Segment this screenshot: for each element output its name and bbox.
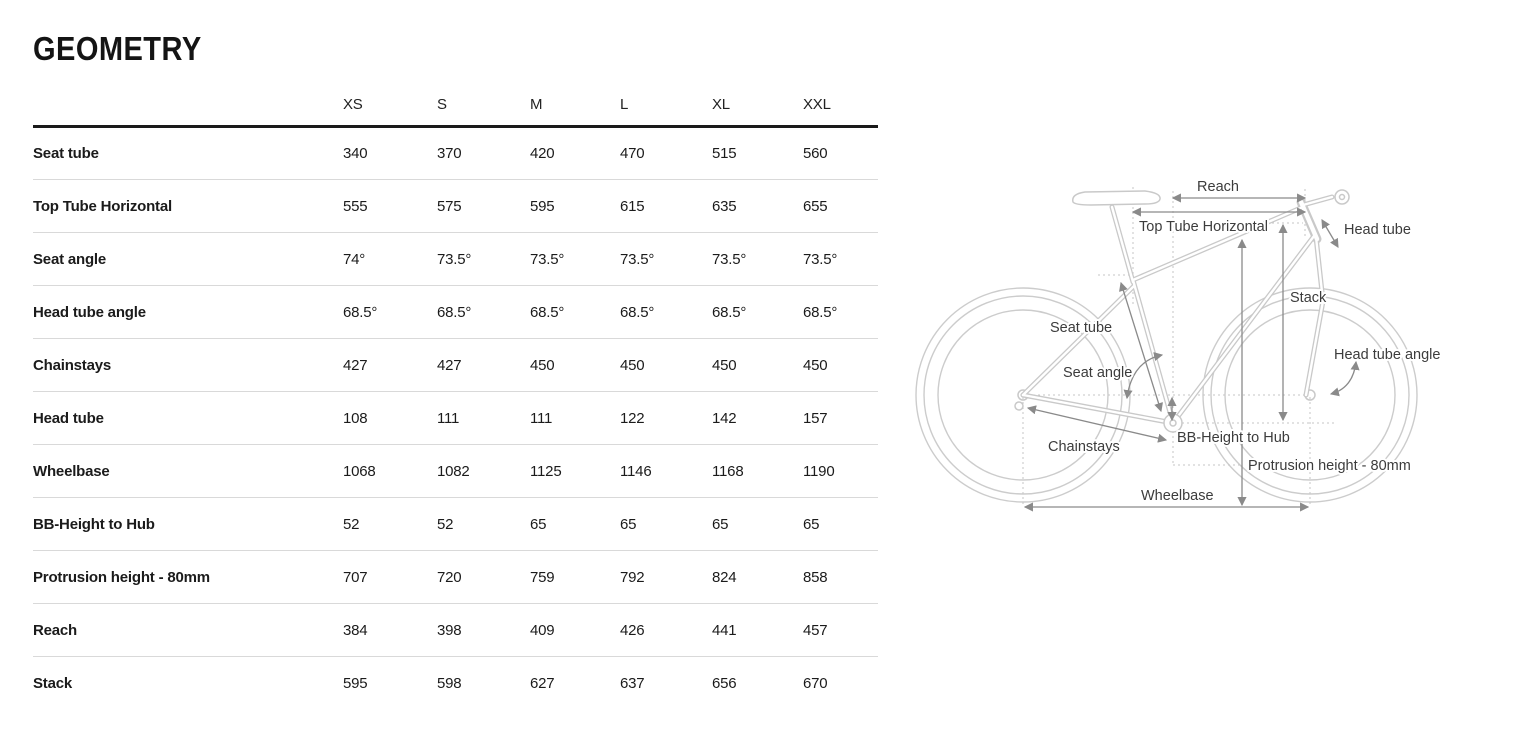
cell: 635 bbox=[712, 180, 803, 233]
protrusion-height-label: Protrusion height - 80mm bbox=[1248, 458, 1411, 474]
row-label: Protrusion height - 80mm bbox=[33, 551, 343, 604]
cell: 157 bbox=[803, 392, 878, 445]
size-header-s: S bbox=[437, 84, 530, 127]
cell: 68.5° bbox=[803, 286, 878, 339]
bb-height-to-hub-label: BB-Height to Hub bbox=[1177, 430, 1290, 446]
head-tube-label: Head tube bbox=[1344, 222, 1411, 238]
head-tube-angle-arc bbox=[1331, 362, 1356, 394]
row-label: Top Tube Horizontal bbox=[33, 180, 343, 233]
cell: 858 bbox=[803, 551, 878, 604]
size-header-row bbox=[33, 84, 878, 127]
cell: 555 bbox=[343, 180, 437, 233]
table-row-wheelbase bbox=[33, 445, 878, 498]
cell: 111 bbox=[437, 392, 530, 445]
table-row-head-tube-angle bbox=[33, 286, 878, 339]
cell: 427 bbox=[343, 339, 437, 392]
size-header-m: M bbox=[530, 84, 620, 127]
row-label: Stack bbox=[33, 674, 73, 692]
cell: 595 bbox=[343, 674, 368, 692]
cell: 1190 bbox=[803, 445, 878, 498]
cell: 656 bbox=[712, 674, 737, 692]
cell: 370 bbox=[437, 127, 530, 180]
table-row-protrusion-height bbox=[33, 551, 878, 604]
cell: 420 bbox=[530, 127, 620, 180]
cell: 792 bbox=[620, 551, 712, 604]
cell: 68.5° bbox=[712, 286, 803, 339]
seat-angle-label: Seat angle bbox=[1063, 365, 1133, 381]
cell: 398 bbox=[437, 604, 530, 657]
chainstays-label: Chainstays bbox=[1048, 439, 1120, 455]
row-label: Wheelbase bbox=[33, 445, 343, 498]
table-row-reach bbox=[33, 604, 878, 657]
size-header-xs: XS bbox=[343, 84, 437, 127]
cell: 450 bbox=[803, 339, 878, 392]
corner-cell bbox=[33, 84, 343, 127]
table-row-seat-angle bbox=[33, 233, 878, 286]
cell: 824 bbox=[712, 551, 803, 604]
cell: 450 bbox=[712, 339, 803, 392]
rear-derailleur bbox=[1015, 402, 1023, 410]
cell: 73.5° bbox=[530, 233, 620, 286]
table-row-head-tube bbox=[33, 392, 878, 445]
cell: 655 bbox=[803, 180, 878, 233]
saddle bbox=[1073, 191, 1160, 205]
cell: 122 bbox=[620, 392, 712, 445]
cell: 52 bbox=[343, 498, 437, 551]
cell: 427 bbox=[437, 339, 530, 392]
cell: 426 bbox=[620, 604, 712, 657]
chainstays-arrow bbox=[1028, 408, 1166, 440]
cell: 65 bbox=[712, 498, 803, 551]
row-label: Head tube bbox=[33, 392, 343, 445]
cell: 1146 bbox=[620, 445, 712, 498]
head-tube-arrow bbox=[1322, 220, 1338, 247]
geometry-table bbox=[33, 84, 878, 710]
cell: 142 bbox=[712, 392, 803, 445]
cell: 340 bbox=[343, 127, 437, 180]
size-header-xxl: XXL bbox=[803, 84, 878, 127]
row-label: BB-Height to Hub bbox=[33, 498, 343, 551]
cell: 615 bbox=[620, 180, 712, 233]
cell: 759 bbox=[530, 551, 620, 604]
cell: 111 bbox=[530, 392, 620, 445]
cell: 65 bbox=[530, 498, 620, 551]
cell: 68.5° bbox=[437, 286, 530, 339]
cell: 409 bbox=[530, 604, 620, 657]
cell: 1168 bbox=[712, 445, 803, 498]
cell: 65 bbox=[803, 498, 878, 551]
cell: 720 bbox=[437, 551, 530, 604]
cell: 384 bbox=[343, 604, 437, 657]
cell: 1082 bbox=[437, 445, 530, 498]
seat-tube-label: Seat tube bbox=[1050, 320, 1113, 336]
table-row-bb-height-to-hub bbox=[33, 498, 878, 551]
stack-label: Stack bbox=[1290, 290, 1327, 306]
cell: 450 bbox=[620, 339, 712, 392]
cell: 73.5° bbox=[437, 233, 530, 286]
head-tube-angle-label: Head tube angle bbox=[1334, 347, 1441, 363]
cell: 1068 bbox=[343, 445, 437, 498]
table-row-chainstays bbox=[33, 339, 878, 392]
cell: 470 bbox=[620, 127, 712, 180]
cell: 450 bbox=[530, 339, 620, 392]
row-label: Seat tube bbox=[33, 127, 343, 180]
cell: 74° bbox=[343, 233, 437, 286]
cell: 1125 bbox=[530, 445, 620, 498]
size-header-xl: XL bbox=[712, 84, 803, 127]
cell: 627 bbox=[530, 674, 555, 692]
cell: 560 bbox=[803, 127, 878, 180]
cell: 68.5° bbox=[343, 286, 437, 339]
cell: 65 bbox=[620, 498, 712, 551]
reach-label: Reach bbox=[1197, 179, 1239, 195]
cell: 575 bbox=[437, 180, 530, 233]
cell: 52 bbox=[437, 498, 530, 551]
cell: 68.5° bbox=[530, 286, 620, 339]
cell: 515 bbox=[712, 127, 803, 180]
table-row-seat-tube bbox=[33, 127, 878, 180]
table-row-top-tube-horizontal bbox=[33, 180, 878, 233]
bike-geometry-diagram bbox=[915, 145, 1539, 545]
cell: 73.5° bbox=[803, 233, 878, 286]
row-label: Seat angle bbox=[33, 233, 343, 286]
row-label: Head tube angle bbox=[33, 286, 343, 339]
cell: 595 bbox=[530, 180, 620, 233]
row-label: Chainstays bbox=[33, 339, 343, 392]
cell: 457 bbox=[803, 604, 878, 657]
cell: 598 bbox=[437, 674, 462, 692]
table-row-stack bbox=[33, 657, 878, 710]
size-header-l: L bbox=[620, 84, 712, 127]
cell: 670 bbox=[803, 674, 828, 692]
top-tube-horizontal-label: Top Tube Horizontal bbox=[1139, 219, 1268, 235]
cell: 108 bbox=[343, 392, 437, 445]
cell: 68.5° bbox=[620, 286, 712, 339]
row-label: Reach bbox=[33, 604, 343, 657]
page-title: GEOMETRY bbox=[33, 30, 202, 67]
cell: 637 bbox=[620, 674, 645, 692]
cell: 441 bbox=[712, 604, 803, 657]
cell: 707 bbox=[343, 551, 437, 604]
wheelbase-label: Wheelbase bbox=[1141, 488, 1214, 504]
cell: 73.5° bbox=[712, 233, 803, 286]
cell: 73.5° bbox=[620, 233, 712, 286]
